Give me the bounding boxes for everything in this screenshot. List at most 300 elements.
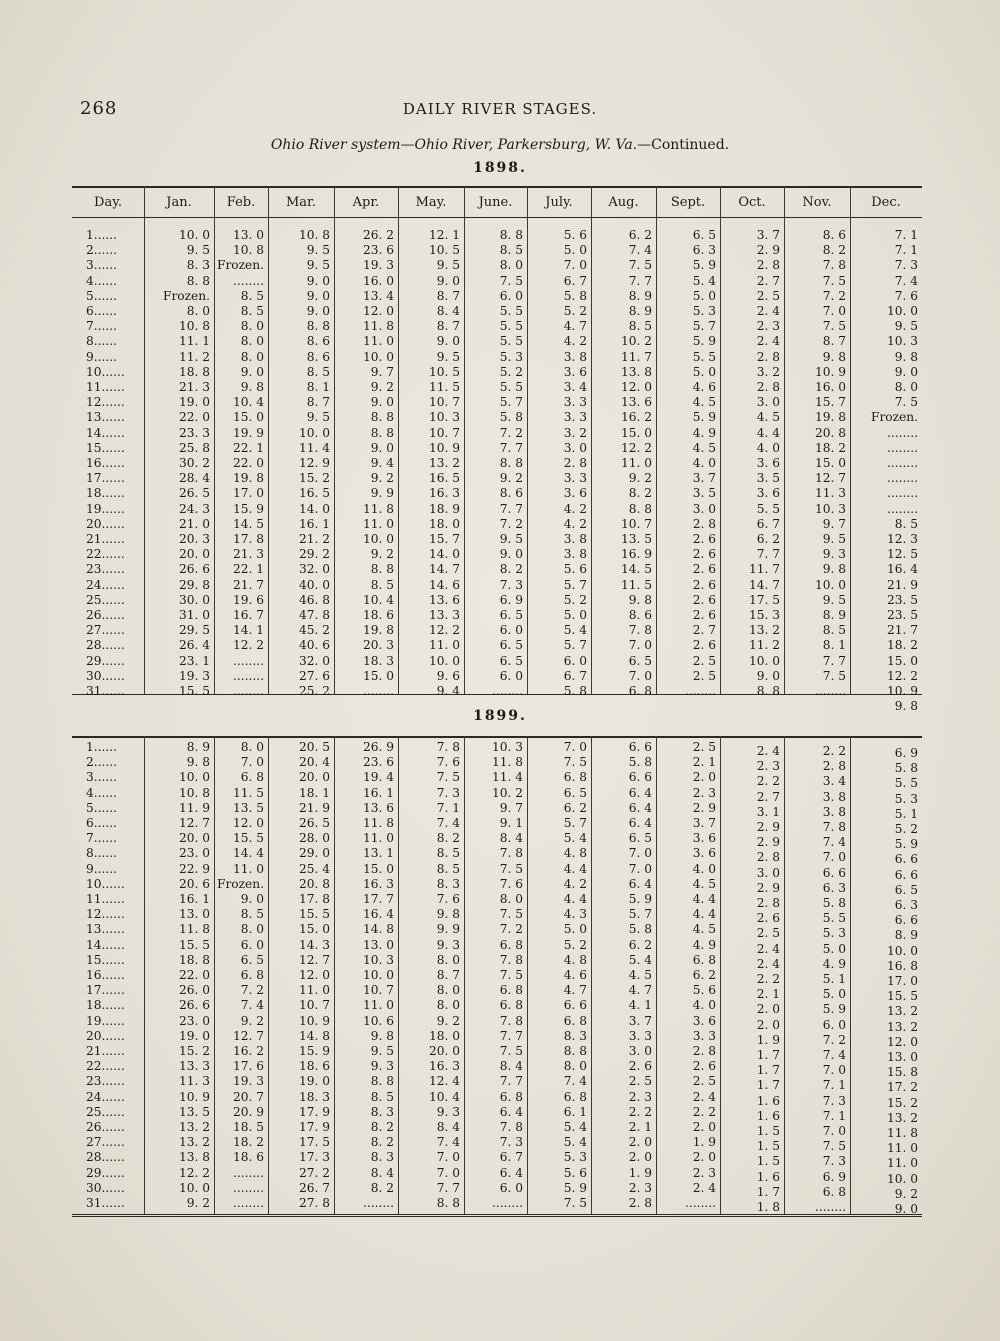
stage-value-june: 9. 1	[499, 816, 523, 830]
stage-value-mar: 15. 2	[298, 471, 330, 486]
stage-value-feb: 22. 1	[232, 440, 264, 455]
stage-value-june: ........	[492, 1196, 523, 1210]
stage-value-july: 7. 5	[563, 755, 587, 770]
stage-value-june: 7. 6	[499, 876, 523, 891]
stage-value-apr: 9. 7	[370, 364, 394, 379]
stage-value-jan: 13. 3	[178, 1059, 210, 1074]
stage-value-nov: 9. 7	[822, 516, 846, 531]
stage-value-sept: 2. 7	[692, 623, 716, 638]
stage-value-jan: 23. 1	[178, 653, 210, 668]
stage-value-apr: 8. 4	[370, 1165, 394, 1180]
stage-value-feb: ........	[233, 653, 264, 668]
stage-value-apr: 9. 4	[370, 456, 394, 470]
stage-value-aug: 5. 8	[628, 922, 652, 937]
stage-value-mar: 8. 8	[306, 319, 330, 334]
day-label: 12......	[86, 907, 125, 922]
stage-value-apr: 18. 3	[362, 653, 394, 668]
stage-value-oct: 2. 9	[756, 820, 780, 834]
stage-value-july: 6. 2	[563, 800, 587, 815]
stage-value-sept: 4. 5	[692, 395, 716, 410]
stage-value-aug: 6. 5	[628, 831, 652, 846]
stage-value-jan: 15. 2	[178, 1044, 210, 1058]
stage-value-jan: 10. 8	[178, 319, 210, 334]
stage-value-mar: 15. 0	[298, 922, 330, 937]
stage-value-june: 5. 2	[499, 364, 523, 379]
stage-value-jan: 29. 5	[178, 623, 210, 638]
stage-value-oct: 15. 3	[748, 608, 780, 622]
stage-value-mar: 21. 9	[298, 800, 330, 815]
stage-value-may: 8. 0	[436, 983, 460, 998]
stage-value-july: 6. 8	[563, 1013, 587, 1028]
stage-value-dec: 11. 0	[886, 1156, 918, 1171]
stage-value-mar: 14. 8	[298, 1028, 330, 1043]
stage-value-feb: 14. 5	[232, 516, 264, 531]
stage-value-may: 7. 1	[436, 800, 460, 815]
stage-value-may: 10. 4	[428, 1089, 460, 1104]
day-label: 30......	[86, 1180, 125, 1195]
stage-value-mar: 9. 0	[306, 288, 330, 303]
stage-value-june: 7. 5	[499, 1044, 523, 1058]
column-rule	[720, 736, 721, 1214]
stage-value-mar: 18. 3	[298, 1089, 330, 1104]
stage-value-feb: 12. 2	[232, 638, 264, 653]
stage-value-nov: 4. 9	[822, 956, 846, 971]
stage-value-may: 9. 3	[436, 937, 460, 952]
stage-value-feb: 17. 0	[232, 486, 264, 501]
stage-value-nov: 3. 8	[822, 789, 846, 804]
stage-value-sept: 2. 1	[692, 755, 716, 770]
stage-value-sept: 4. 9	[692, 937, 716, 952]
stage-value-sept: 4. 6	[692, 380, 716, 394]
stage-value-dec: 5. 1	[894, 806, 918, 821]
table-top-rule	[72, 736, 922, 738]
stage-value-dec: 15. 8	[886, 1065, 918, 1080]
stage-value-mar: 12. 7	[298, 952, 330, 967]
stage-value-mar: 11. 0	[298, 983, 330, 998]
stage-value-may: 16. 3	[428, 1059, 460, 1074]
stage-value-nov: 7. 8	[822, 258, 846, 273]
stage-value-feb: 17. 8	[232, 532, 264, 546]
stage-value-mar: 8. 6	[306, 349, 330, 364]
column-rule	[214, 736, 215, 1214]
stage-value-apr: 11. 8	[362, 319, 394, 334]
stage-value-june: 11. 8	[491, 755, 523, 770]
stage-value-dec: 18. 2	[886, 638, 918, 653]
stage-value-mar: 8. 5	[306, 364, 330, 379]
stage-value-feb: 18. 5	[232, 1120, 264, 1134]
stage-value-aug: 6. 6	[628, 740, 652, 754]
stage-value-nov: 9. 8	[822, 562, 846, 577]
column-rule	[464, 736, 465, 1214]
stage-value-july: 7. 5	[563, 1196, 587, 1210]
stage-value-apr: 19. 4	[362, 770, 394, 785]
stage-value-apr: 9. 5	[370, 1044, 394, 1058]
stage-value-feb: 9. 0	[240, 364, 264, 379]
stage-value-feb: 6. 8	[240, 968, 264, 982]
stage-value-oct: 1. 7	[756, 1078, 780, 1093]
stage-value-june: 7. 7	[499, 1074, 523, 1089]
stage-value-may: 8. 0	[436, 998, 460, 1013]
stage-value-feb: 11. 0	[232, 861, 264, 876]
stage-value-oct: 2. 4	[756, 744, 780, 758]
stage-value-july: 8. 3	[563, 1028, 587, 1043]
day-label: 29......	[86, 1165, 125, 1180]
stage-value-apr: 19. 3	[362, 258, 394, 273]
stage-value-june: 8. 4	[499, 1059, 523, 1074]
stage-value-july: 5. 4	[563, 623, 587, 638]
stage-value-nov: 7. 0	[822, 1124, 846, 1138]
stage-value-sept: 4. 5	[692, 922, 716, 937]
day-label: 24......	[86, 1089, 125, 1104]
stage-value-mar: 29. 2	[298, 547, 330, 562]
stage-value-apr: 8. 8	[370, 410, 394, 425]
stage-value-nov: 12. 7	[814, 471, 846, 486]
stage-value-mar: 21. 2	[298, 532, 330, 546]
stage-value-june: 6. 0	[499, 1180, 523, 1195]
stage-value-sept: 5. 9	[692, 258, 716, 273]
stage-value-feb: 7. 0	[240, 755, 264, 770]
stage-value-feb: 15. 5	[232, 831, 264, 846]
stage-value-feb: 18. 6	[232, 1150, 264, 1165]
stage-value-may: 9. 0	[436, 273, 460, 288]
stage-value-sept: 2. 6	[692, 638, 716, 653]
stage-value-nov: 8. 9	[822, 608, 846, 622]
stage-value-dec: 6. 6	[894, 913, 918, 928]
stage-value-jan: 11. 9	[178, 800, 210, 815]
stage-value-june: 8. 0	[499, 258, 523, 273]
page-number: 268	[80, 98, 118, 119]
stage-value-may: 9. 2	[436, 1013, 460, 1028]
stage-value-aug: 5. 4	[628, 952, 652, 967]
stage-value-dec: 6. 6	[894, 867, 918, 882]
stage-value-mar: 10. 7	[298, 998, 330, 1013]
stage-value-june: 7. 7	[499, 440, 523, 455]
stage-value-aug: 7. 0	[628, 668, 652, 683]
stage-value-jan: 10. 0	[178, 770, 210, 785]
stage-value-aug: 6. 4	[628, 800, 652, 815]
stage-value-mar: 46. 8	[298, 592, 330, 607]
stage-value-june: 10. 3	[491, 740, 523, 754]
stage-value-oct: 3. 5	[756, 471, 780, 486]
column-rule	[144, 186, 145, 694]
day-label: 2......	[86, 243, 117, 258]
stage-value-nov: 7. 3	[822, 1154, 846, 1169]
stage-value-aug: 6. 4	[628, 876, 652, 891]
day-label: 8......	[86, 846, 117, 861]
stage-value-mar: 32. 0	[298, 562, 330, 577]
day-label: 21......	[86, 1044, 125, 1058]
stage-value-mar: 19. 0	[298, 1074, 330, 1089]
stage-value-aug: 6. 4	[628, 785, 652, 800]
stage-value-may: 11. 0	[428, 638, 460, 653]
stage-value-july: 6. 7	[563, 668, 587, 683]
stage-value-aug: 8. 6	[628, 608, 652, 622]
stage-value-apr: 10. 3	[362, 952, 394, 967]
stage-value-feb: 8. 0	[240, 922, 264, 937]
stage-value-aug: 2. 0	[628, 1150, 652, 1165]
stage-value-may: 10. 3	[428, 410, 460, 425]
stage-value-oct: 2. 0	[756, 1002, 780, 1017]
stage-value-june: 8. 5	[499, 243, 523, 258]
stage-value-dec: 21. 9	[886, 577, 918, 592]
stage-value-may: 8. 7	[436, 968, 460, 982]
day-label: 25......	[86, 1104, 125, 1119]
stage-value-nov: 3. 4	[822, 774, 846, 789]
stage-value-july: 5. 2	[563, 592, 587, 607]
stage-value-nov: 9. 5	[822, 592, 846, 607]
stage-value-july: 5. 0	[563, 922, 587, 937]
stage-value-jan: 8. 9	[186, 740, 210, 754]
stage-value-dec: 17. 2	[886, 1080, 918, 1095]
stage-value-jan: 9. 5	[186, 243, 210, 258]
stage-value-sept: 2. 6	[692, 532, 716, 546]
stage-value-jan: 10. 0	[178, 1180, 210, 1195]
stage-value-oct: 2. 8	[756, 258, 780, 273]
day-label: 27......	[86, 623, 125, 638]
stage-value-sept: 5. 9	[692, 334, 716, 349]
stage-value-feb: 6. 0	[240, 937, 264, 952]
stage-value-mar: 40. 0	[298, 577, 330, 592]
column-header-jan: Jan.	[166, 195, 192, 210]
stage-value-july: 4. 4	[563, 892, 587, 906]
stage-value-sept: 5. 9	[692, 410, 716, 425]
day-label: 6......	[86, 304, 117, 318]
stage-value-dec: 23. 5	[886, 608, 918, 622]
stage-value-mar: 17. 8	[298, 892, 330, 906]
stage-value-aug: 2. 3	[628, 1089, 652, 1104]
day-label: 6......	[86, 816, 117, 830]
stage-value-july: 4. 8	[563, 846, 587, 861]
stage-value-nov: 10. 0	[814, 577, 846, 592]
stage-value-mar: 14. 0	[298, 501, 330, 516]
stage-value-dec: 16. 4	[886, 562, 918, 577]
stage-value-sept: 2. 8	[692, 1044, 716, 1058]
stage-value-mar: 9. 5	[306, 258, 330, 273]
stage-value-mar: 17. 3	[298, 1150, 330, 1165]
year-heading-1899: 1899.	[473, 708, 527, 724]
column-header-feb: Feb.	[226, 195, 256, 210]
stage-value-oct: 11. 2	[748, 638, 780, 653]
stage-value-jan: 12. 2	[178, 1165, 210, 1180]
stage-value-sept: 2. 0	[692, 770, 716, 785]
stage-value-june: 10. 2	[491, 785, 523, 800]
stage-value-june: 7. 5	[499, 968, 523, 982]
stage-value-dec: 11. 0	[886, 1141, 918, 1156]
stage-value-jan: 26. 6	[178, 998, 210, 1013]
stage-value-nov: ........	[815, 1200, 846, 1214]
stage-value-aug: 11. 0	[620, 456, 652, 470]
stage-value-oct: 1. 6	[756, 1093, 780, 1108]
stage-value-may: 7. 0	[436, 1165, 460, 1180]
stage-value-july: 4. 8	[563, 952, 587, 967]
column-rule	[850, 736, 851, 1214]
stage-value-apr: 13. 6	[362, 800, 394, 815]
stage-value-aug: 10. 2	[620, 334, 652, 349]
stage-value-jan: 10. 8	[178, 785, 210, 800]
stage-value-nov: 7. 0	[822, 304, 846, 318]
stage-value-oct: 3. 7	[756, 228, 780, 242]
stage-value-june: 6. 8	[499, 937, 523, 952]
stage-value-jan: 26. 6	[178, 562, 210, 577]
stage-value-jan: 8. 3	[186, 258, 210, 273]
stage-value-july: 5. 0	[563, 243, 587, 258]
stage-value-jan: 12. 7	[178, 816, 210, 830]
stage-value-aug: 7. 8	[628, 623, 652, 638]
stage-value-july: 5. 4	[563, 831, 587, 846]
stage-value-may: 7. 4	[436, 816, 460, 830]
stage-value-oct: 2. 5	[756, 288, 780, 303]
stage-value-oct: 3. 0	[756, 395, 780, 410]
stage-value-july: 4. 3	[563, 907, 587, 922]
stage-value-aug: 5. 9	[628, 892, 652, 906]
stage-value-june: 8. 0	[499, 892, 523, 906]
stage-value-aug: 9. 8	[628, 592, 652, 607]
stage-value-apr: 23. 6	[362, 243, 394, 258]
stage-value-jan: 19. 0	[178, 395, 210, 410]
stage-value-apr: 10. 4	[362, 592, 394, 607]
stage-value-mar: 12. 9	[298, 456, 330, 470]
stage-value-feb: 9. 0	[240, 892, 264, 906]
stage-value-july: 3. 6	[563, 364, 587, 379]
stage-value-sept: 2. 2	[692, 1104, 716, 1119]
stage-value-jan: 30. 0	[178, 592, 210, 607]
stage-value-june: 9. 0	[499, 547, 523, 562]
stage-value-aug: 12. 2	[620, 440, 652, 455]
stage-value-nov: 5. 3	[822, 926, 846, 941]
stage-value-july: 5. 4	[563, 1120, 587, 1134]
stage-value-nov: 3. 8	[822, 804, 846, 819]
stage-value-may: 7. 6	[436, 892, 460, 906]
subtitle-italic: Ohio River system—Ohio River, Parkersburg, W. Va.	[270, 137, 638, 153]
stage-value-dec: 7. 5	[894, 395, 918, 410]
stage-value-oct: 1. 6	[756, 1108, 780, 1123]
column-rule	[398, 736, 399, 1214]
stage-value-nov: 7. 5	[822, 319, 846, 334]
stage-value-nov: 5. 9	[822, 1002, 846, 1017]
stage-value-jan: 13. 2	[178, 1120, 210, 1134]
stage-value-jan: 23. 3	[178, 425, 210, 440]
day-label: 26......	[86, 1120, 125, 1134]
stage-value-feb: 9. 8	[240, 380, 264, 394]
stage-value-dec: 7. 3	[894, 258, 918, 273]
stage-value-june: 6. 4	[499, 1104, 523, 1119]
column-header-aug: Aug.	[608, 195, 639, 210]
column-header-june: June.	[478, 195, 513, 210]
stage-value-jan: 23. 0	[178, 1013, 210, 1028]
stage-value-feb: 18. 2	[232, 1135, 264, 1150]
stage-value-apr: ........	[363, 684, 394, 698]
stage-value-may: 8. 5	[436, 846, 460, 861]
stage-value-june: 6. 9	[499, 592, 523, 607]
stage-value-apr: ........	[363, 1196, 394, 1210]
stage-value-mar: 8. 7	[306, 395, 330, 410]
day-label: 24......	[86, 577, 125, 592]
stage-value-may: 13. 2	[428, 456, 460, 470]
stage-value-feb: 7. 2	[240, 983, 264, 998]
stage-value-may: 7. 6	[436, 755, 460, 770]
stage-value-jan: 28. 4	[178, 471, 210, 486]
day-label: 22......	[86, 1059, 125, 1074]
column-header-oct: Oct.	[738, 195, 766, 210]
stage-value-dec: 10. 0	[886, 1171, 918, 1186]
day-label: 22......	[86, 547, 125, 562]
stage-value-sept: 2. 0	[692, 1150, 716, 1165]
stage-value-feb: 19. 3	[232, 1074, 264, 1089]
day-label: 2......	[86, 755, 117, 770]
stage-value-oct: 2. 2	[756, 774, 780, 789]
stage-value-oct: 2. 4	[756, 304, 780, 318]
stage-value-nov: 11. 3	[814, 486, 846, 501]
stage-value-apr: 8. 2	[370, 1120, 394, 1134]
stage-value-feb: ........	[233, 1196, 264, 1210]
stage-value-oct: 2. 2	[756, 972, 780, 986]
stage-value-dec: 21. 7	[886, 623, 918, 638]
stage-value-apr: 8. 3	[370, 1104, 394, 1119]
stage-value-july: 5. 6	[563, 562, 587, 577]
stage-value-june: 11. 4	[491, 770, 523, 785]
stage-value-feb: 12. 0	[232, 816, 264, 830]
stage-value-oct: 1. 9	[756, 1032, 780, 1047]
day-label: 8......	[86, 334, 117, 349]
stage-value-dec: 5. 8	[894, 761, 918, 776]
stage-value-dec: 9. 5	[894, 319, 918, 334]
stage-value-jan: 13. 2	[178, 1135, 210, 1150]
stage-value-feb: 8. 0	[240, 319, 264, 334]
day-label: 1......	[86, 740, 117, 754]
stage-value-aug: 11. 7	[620, 349, 652, 364]
subtitle-continued: —Continued.	[637, 137, 730, 153]
stage-value-sept: 6. 5	[692, 228, 716, 242]
stage-value-dec: 15. 2	[886, 1095, 918, 1110]
stage-value-nov: 20. 8	[814, 425, 846, 440]
column-rule	[656, 186, 657, 694]
day-label: 31......	[86, 684, 125, 698]
day-label: 26......	[86, 608, 125, 622]
stage-value-june: 6. 8	[499, 983, 523, 998]
stage-value-june: 6. 8	[499, 1089, 523, 1104]
stage-value-sept: 2. 6	[692, 1059, 716, 1074]
stage-value-apr: 26. 2	[362, 228, 394, 242]
stage-value-feb: 22. 1	[232, 562, 264, 577]
stage-value-sept: 4. 9	[692, 425, 716, 440]
stage-value-mar: 27. 6	[298, 668, 330, 683]
stage-value-nov: 7. 1	[822, 1078, 846, 1093]
stage-value-dec: 23. 5	[886, 592, 918, 607]
column-rule	[144, 736, 145, 1214]
stage-value-june: 7. 2	[499, 516, 523, 531]
day-label: 10......	[86, 364, 125, 379]
stage-value-may: 7. 5	[436, 770, 460, 785]
stage-value-nov: 8. 2	[822, 243, 846, 258]
stage-value-oct: 2. 5	[756, 926, 780, 941]
stage-value-apr: 9. 2	[370, 380, 394, 394]
stage-value-nov: 7. 5	[822, 273, 846, 288]
stage-value-dec: ........	[887, 501, 918, 516]
stage-value-oct: 1. 7	[756, 1184, 780, 1199]
stage-value-july: 8. 0	[563, 1059, 587, 1074]
stage-value-sept: 2. 3	[692, 1165, 716, 1180]
stage-value-sept: ........	[685, 684, 716, 698]
stage-value-nov: 2. 2	[822, 744, 846, 758]
stage-value-oct: 4. 4	[756, 425, 780, 440]
stage-value-may: 16. 5	[428, 471, 460, 486]
stage-value-aug: 7. 0	[628, 638, 652, 653]
stage-value-sept: 2. 5	[692, 1074, 716, 1089]
stage-value-may: 9. 8	[436, 907, 460, 922]
stage-value-oct: 1. 8	[756, 1200, 780, 1214]
stage-value-apr: 16. 3	[362, 876, 394, 891]
stage-value-june: 9. 5	[499, 532, 523, 546]
